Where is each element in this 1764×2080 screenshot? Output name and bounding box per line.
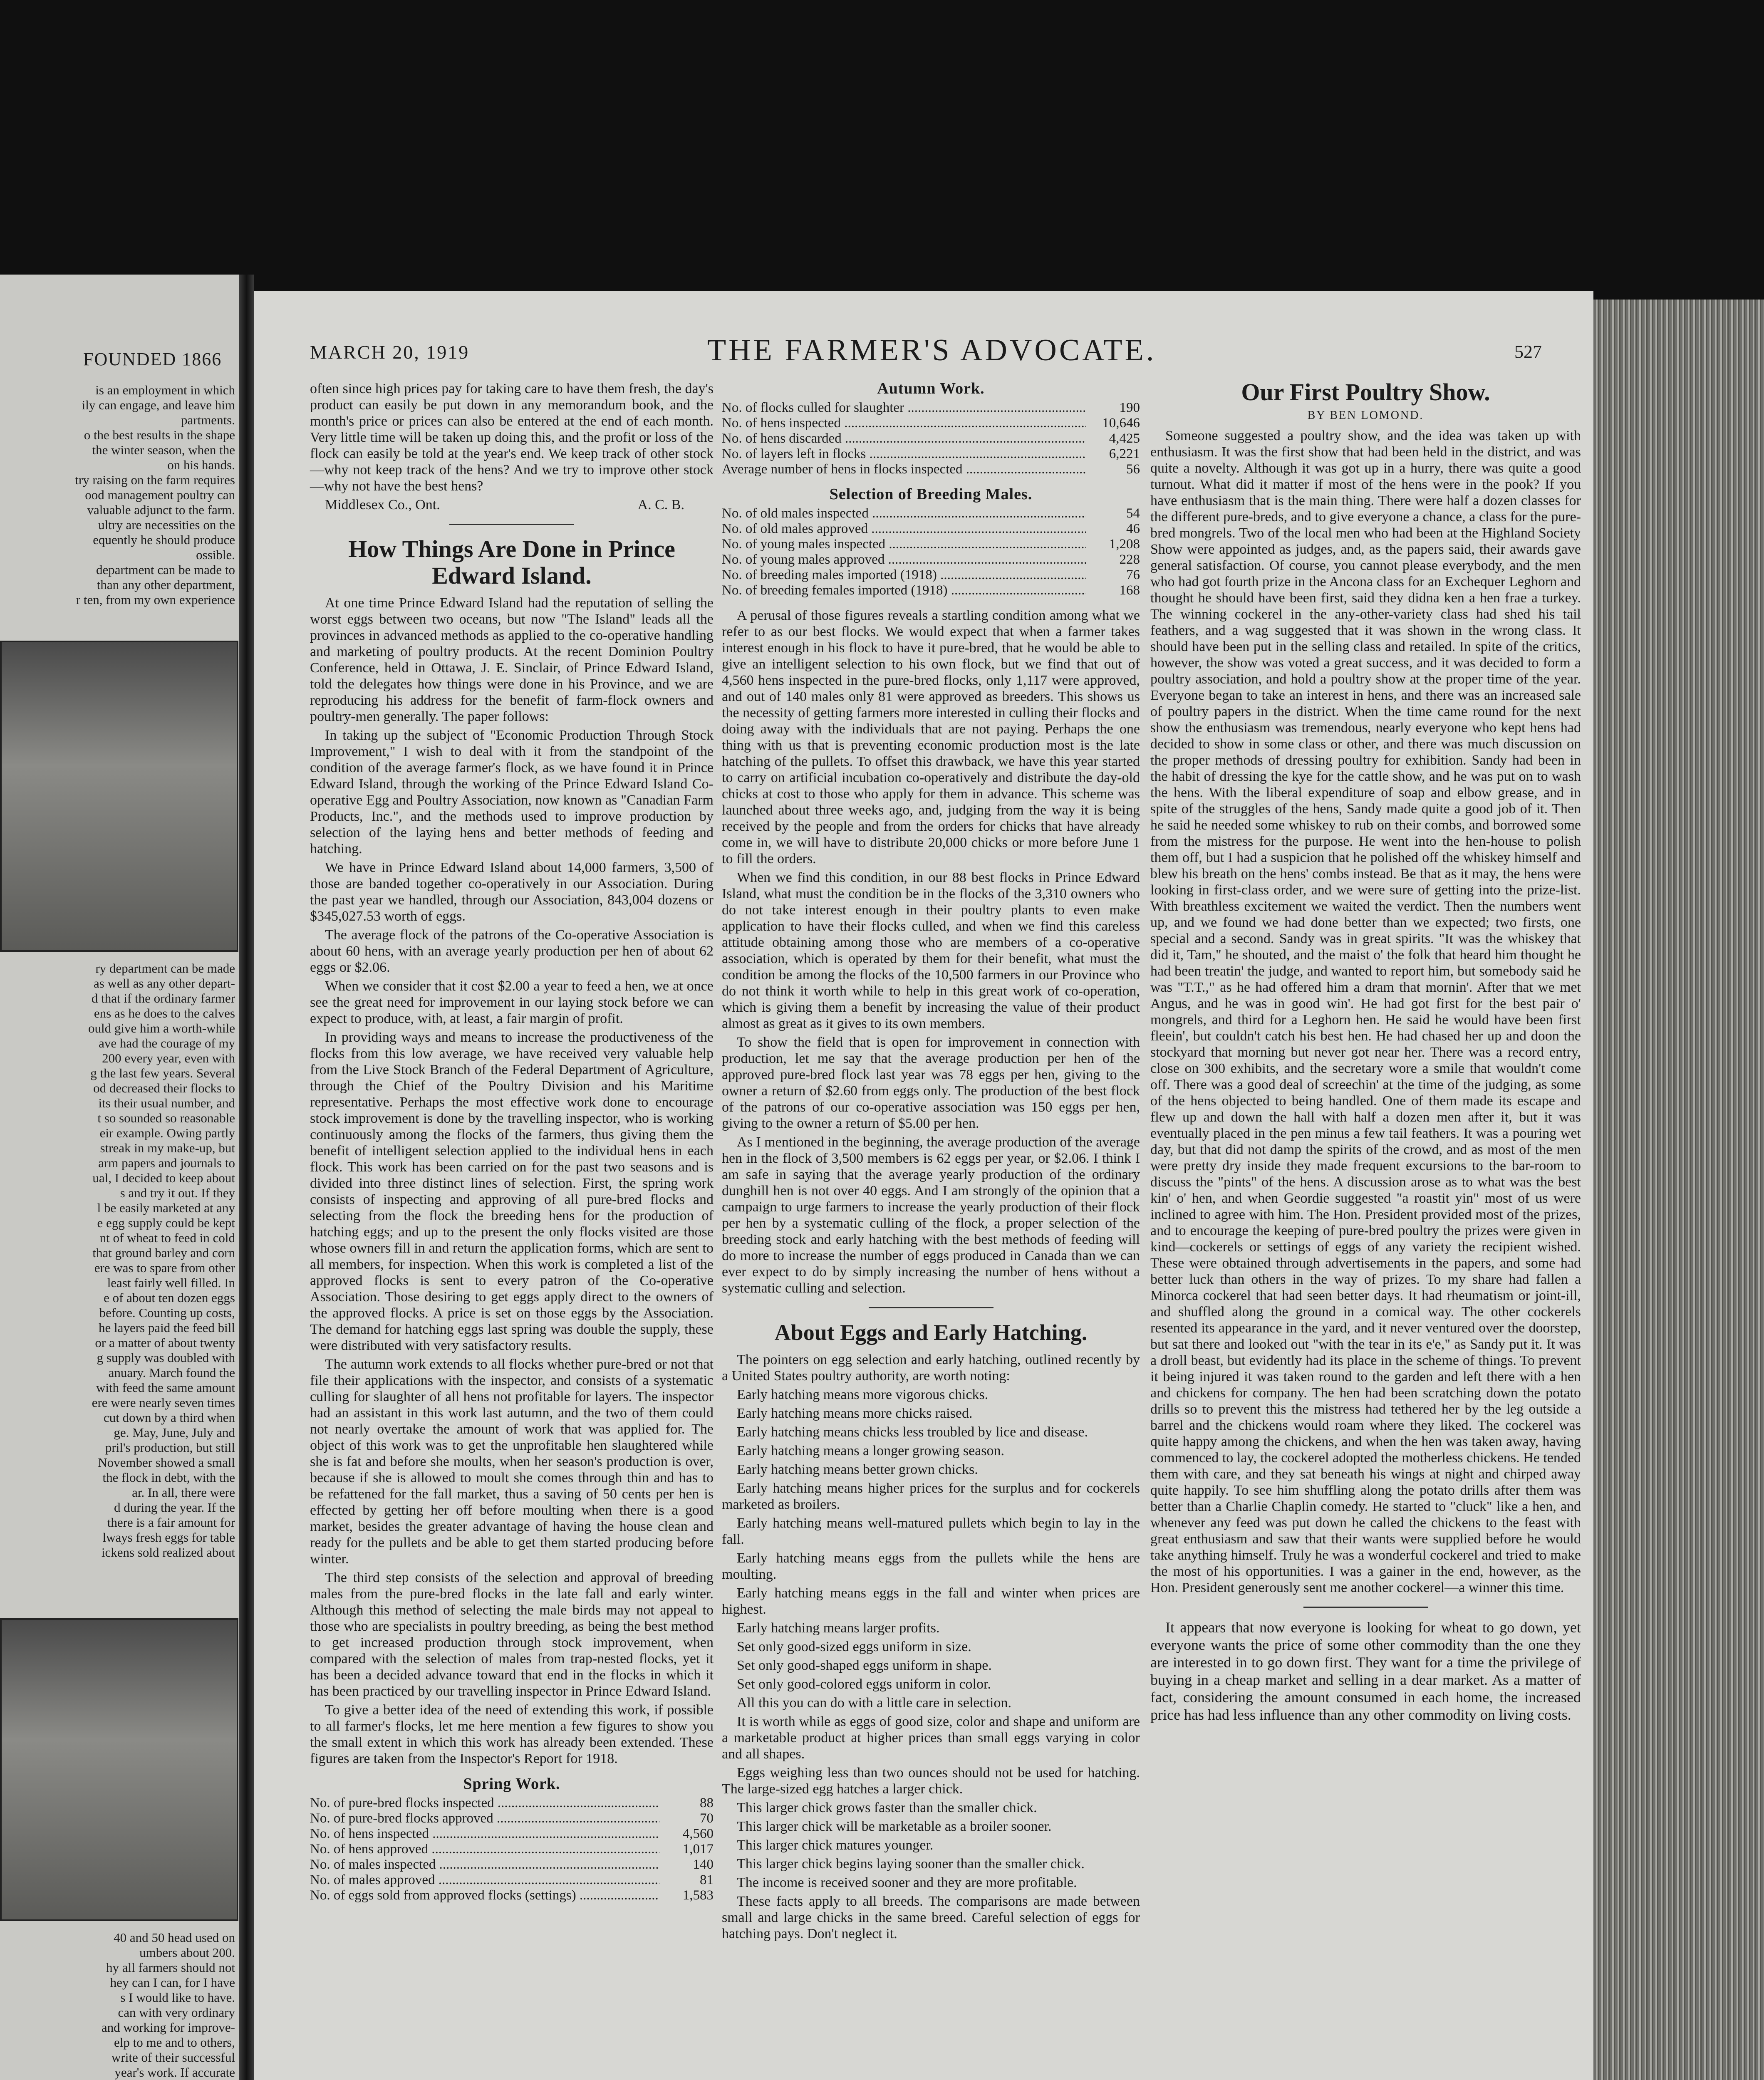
left-page-line: o the best results in the shape [84,428,235,442]
left-page-line: ar. In all, there were [132,1485,235,1500]
letter-initials: A. C. B. [637,497,684,513]
pointer-line: These facts apply to all breeds. The comparisons are made between small and large chicks in the same breed. Careful selection of eggs for hatching pays. Don't neglect it. [722,1894,1140,1941]
paragraph: When we consider that it cost $2.00 a year to feed a hen, we at once see the great need for improvement in our laying stock before we can expect to produce, with, at least, a fair margin of profit. [310,978,714,1026]
stat-row [722,552,1140,567]
left-page-line: ood management poultry can [85,488,235,502]
pointer-line: The income is received sooner and they are more profitable. [737,1875,1077,1890]
left-page-line: least fairly well filled. In [107,1275,235,1290]
page-edges [1593,300,1764,2080]
autumn-work-heading: Autumn Work. [877,380,985,397]
stat-row [722,400,1140,416]
stat-row [722,583,1140,598]
stat-value: 4,425 [1109,431,1140,446]
left-page-line: with feed the same amount [96,1380,235,1395]
left-page-line: ry department can be made [95,961,235,976]
stat-label: No. of pure-bred flocks approved ..... [310,1811,659,1826]
pointer-line: Early hatching means more vigorous chicks. [737,1387,989,1402]
divider-rule [449,524,574,525]
stat-label: Average number of hens in flocks inspected ..... [722,462,1086,477]
paragraph: The third step consists of the selection and approval of breeding males from the pure-bred flocks in the late fall and early winter. Although this method of selecting the male birds may not appeal to those who are specialists in poultry breeding, as being the best method to get increased production through stock improvement, when compared with the selection of males from trap-nested flocks, yet it has been a decided advance toward that end in the flocks in which it has been practiced by our travelling inspector in Prince Edward Island. [310,1570,714,1699]
closing-paragraph: It appears that now everyone is looking for wheat to go down, yet everyone wants the price of some other commodity than the one they are interested in to go down first. They want for a time the privilege of buying in a cheap market and selling in a dear market. As a matter of fact, considering the amount consumed in each home, the increased price has had less influence than any other commodity on living costs. [1150,1619,1581,1723]
issue-date: MARCH 20, 1919 [310,342,470,363]
stat-label: No. of hens inspected ..... [310,1826,659,1841]
left-page-line: ge. May, June, July and [114,1425,235,1440]
left-page-line: t so sounded so reasonable [97,1111,235,1125]
stat-row [310,1857,714,1872]
left-page-text-middle [0,961,235,1560]
left-page-line: umbers about 200. [139,1945,235,1960]
left-page-line: g supply was doubled with [97,1350,235,1365]
stat-value: 76 [1126,567,1140,582]
left-page-line: cut down by a third when [104,1410,235,1425]
stat-value: 228 [1119,552,1140,567]
left-page-line: before. Counting up costs, [99,1305,235,1320]
left-page-line: hy all farmers should not [106,1960,235,1975]
pointer-line: Early hatching means eggs in the fall and winter when prices are highest. [722,1585,1140,1617]
paragraph: At one time Prince Edward Island had the reputation of selling the worst eggs between two oceans, but now "The Island" leads all the provinces in advanced methods as applied to the co-operative handling and marketing of poultry products. At the recent Dominion Poultry Conference, held in Ottawa, J. E. Sinclair, of Prince Edward Island, told the delegates how things were done in his Province, and we are reproducing his address for the benefit of farm-flock owners and poultry-men generally. The paper follows: [310,595,714,724]
column-3 [1150,376,1581,1726]
article-byline: BY BEN LOMOND. [1307,409,1424,422]
left-page-line: write of their successful [111,2050,235,2065]
left-page-line: department can be made to [96,562,235,577]
left-page-line: on his hands. [167,458,235,472]
left-page-line: pril's production, but still [105,1440,235,1455]
left-page-line: try raising on the farm requires [75,473,235,487]
stat-value: 140 [693,1857,714,1872]
left-page-line: 200 every year, even with [102,1051,235,1065]
left-page-line: anuary. March found the [108,1365,235,1380]
stat-label: No. of breeding females imported (1918) ..... [722,583,1086,598]
paragraph: When we find this condition, in our 88 best flocks in Prince Edward Island, what must the condition be in the flocks of the 3,310 owners who do not take interest enough in their poultry plants to even make application to have their flocks culled, and when we find this careless attitude obtaining among those who are members of a co-operative association, which is operated by them for their benefit, what must the condition be among the flocks of the 10,500 farmers in our Province who do not think it worth while to help in this great work of co-operation, which is giving them a benefit by increasing the value of their product almost as great as it gives to its own members. [722,870,1140,1031]
paragraph: The average flock of the patrons of the Co-operative Association is about 60 hens, with an average yearly production per hen of about 62 eggs or $2.06. [310,927,714,975]
paragraph: To show the field that is open for improvement in connection with production, let me say that the average production per hen of the approved pure-bred flock last year was 78 eggs per hen, giving to the owner a return of $2.60 from eggs only. The production of the best flock of the patrons of our co-operative association was 150 eggs per hen, giving to the owner a return of $5.00 per hen. [722,1035,1140,1131]
stat-row [310,1811,714,1826]
chickens-photo [0,1618,238,1921]
stat-row [722,521,1140,537]
article-title-eggs: About Eggs and Early Hatching. [774,1320,1088,1345]
column-1 [310,381,714,1903]
breeding-males-heading: Selection of Breeding Males. [829,485,1033,503]
stat-value: 190 [1119,400,1140,415]
pointer-line: Set only good-colored eggs uniform in color. [737,1676,991,1692]
stat-label: No. of males inspected ..... [310,1857,659,1872]
pointer-line: It is worth while as eggs of good size, color and shape and uniform are a marketable product at higher prices than small eggs varying in color and all shapes. [722,1714,1140,1762]
article-title-poultry-show: Our First Poultry Show. [1241,379,1490,406]
left-page-line: ave had the courage of my [99,1036,235,1050]
stat-value: 81 [700,1872,714,1887]
left-page-line: elp to me and to others, [114,2035,235,2050]
left-page-line: valuable adjunct to the farm. [87,503,235,517]
left-page-line: l be easily marketed at any [97,1201,235,1215]
left-page-line: he layers paid the feed bill [99,1320,235,1335]
letter-place: Middlesex Co., Ont. [325,497,440,513]
pointer-line: Set only good-sized eggs uniform in size. [737,1639,971,1654]
spring-work-heading: Spring Work. [463,1775,560,1793]
stat-label: No. of young males approved ..... [722,552,1086,567]
pointer-line: Early hatching means more chicks raised. [737,1406,973,1421]
stat-value: 1,208 [1109,537,1140,552]
left-page-line: r ten, from my own experience [76,592,235,607]
stat-label: No. of young males inspected ..... [722,537,1086,552]
left-page-line: partments. [181,413,235,427]
stat-label: No. of old males approved ..... [722,521,1086,536]
eggs-pointers-list [722,1387,1140,1942]
stat-value: 6,221 [1109,446,1140,461]
stat-value: 54 [1126,506,1140,521]
left-page-text-top [0,383,235,607]
stat-value: 56 [1126,462,1140,477]
pointer-line: Early hatching means better grown chicks. [737,1462,978,1477]
pointer-line: Early hatching means eggs from the pullets while the hens are moulting. [722,1550,1140,1582]
ducks-photo [0,641,238,952]
left-page-line: year's work. If accurate [114,2065,235,2080]
stat-row [722,537,1140,552]
left-page-line: g the last few years. Several [90,1066,235,1080]
left-page-line: d during the year. If the [114,1500,235,1515]
paragraph: Someone suggested a poultry show, and the idea was taken up with enthusiasm. It was the first show that had been held in the district, and was quite a novelty. Although it was got up in a hurry, there was quite a good turnout. What did it matter if most of the hens were in the pook? If you have enthusiasm that is the main thing. There were half a dozen classes for the different pure-breds, and to give everyone a chance, a class for the pure-bred mongrels. Two of the local men who had been at the Highland Society Show were appointed as judges, and, as the papers said, their awards gave general satisfaction. Of course, you cannot please everybody, and the men who had got fourth prize in the Ancona class for an Exchequer Leghorn and thought he should have been first, said they didna ken a hen frae a turkey. The winning cockerel in the any-other-variety class had shed his tail feathers, and a wag suggested that it was shown in the wrong class. It should have been put in the selling class and retailed. In spite of the critics, however, the show was voted a great success, and it was decided to form a poultry association, and hold a poultry show at the proper time of the year. Everyone began to take an interest in hens, and there was an increased sale of poultry papers in the district. When the time came round for the next show the enthusiasm was tremendous, nearly everyone who kept hens had decided to show in some class or other, and there was much discussion on the proper methods of dressing poultry for exhibition. Sandy had been in the habit of dressing the kye for the cattle show, and he was put on to wash the hens. With the liberal expenditure of soap and elbow grease, and in spite of the struggles of the hens, Sandy made quite a good job of it. Then he said he needed some whiskey to rub on their combs, and borrowed some from the mistress for the purpose. He went into the hen-house to polish them off, but I had a suspicion that he polished off the whiskey himself and blew his breath on the hens' combs instead. Be that as it may, the hens were looking in first-class order, and we were sure of getting into the prize-list. With breathless excitement we waited the verdict. Then the numbers went up, and we found we had done better than we expected; two firsts, one special and a second. Sandy was in great spirits. "It was the whiskey that did it, Tam," he shouted, and the maist o' the folk that heard him thought he had been treatin' the judge, and wanted to report him, but somebody said he was "T.T.," as he had offered him a dram that mornin'. After that we met Angus, and he was in good win'. He had got first for the best pair o' mongrels, and third for a Leghorn hen. He said he would have been first fleein', but couldn't catch his best hen. He had chased her up and doon the stockyard that morning but never got near her. There was a record entry, close on 300 exhibits, and the secretary wore a smile that wouldn't come off. There was a good deal of screechin' at the time of the judging, as some of the hens objected to being handled. One of them made its escape and flew up and down the hall with half a dozen men after it, but it was eventually placed in the pen minus a few tail feathers. It was a pouring wet day, but that did not damp the spirits of the crowd, and as most of the men were pretty dry inside they made frequent excursions to the bar-room to discuss the "pints" of the hens. A discussion arose as to what was the best kin' o' hen, and when Geordie suggested "a roastit yin" most of us were inclined to agree with him. The Hon. President provided most of the prizes, and to encourage the keeping of pure-bred poultry the prizes were given in kind—cockerels or settings of eggs of any variety the recipient wished. These were obtained through advertisements in the papers, and some had better luck than others in the way of prizes. To my share had fallen a Minorca cockerel that had seen better days. It had rheumatism or joint-ill, and shuffled along the ground in a comical way. The other cockerels resented its appearance in the yard, and it never ventured over the doorstep, but sat there and looked out "with the tear in its e'e," as Sandy put it. It was a droll beast, but evidently had its place in the scheme of things. To prevent it being injured it was taken round to the garden and left there with a hen and chickens for company. The hen had been scratching down the potato drills so to prevent this the mistress had tethered her by the leg outside a barrel and the chickens would roam where they liked. The cockerel was quite happy among the chickens, and when the hen was taken away, having commenced to lay, the cockerel adopted the motherless chickens. He tended them with care, and they sat beneath his wings at night and chirped away quite happily. To see him shuffling along the potato drills after them was better than a Charlie Chaplin comedy. He started to "cluck" like a hen, and whenever any feed was put down he called the chickens to the feast with great enthusiasm and saw that their wants were supplied before he would take anything himself. Truly he was a wonderful cockerel and tried to make the most of his opportunities. I was a gainer in the end, however, as the Hon. President generously sent me another cockerel—a winner this time. [1150,428,1581,1595]
paragraph: As I mentioned in the beginning, the average production of the average hen in the flock of 3,500 members is 62 eggs per year, or $2.06. I think I am safe in saying that the average yearly production of the ordinary dunghill hen is not over 40 eggs. And I am strongly of the opinion that a campaign to urge farmers to increase the yearly production of their flock per hen by a systematic culling of the flock, a proper selection of the breeding stock and early hatching with the best methods of feeding will do more to increase the number of eggs produced in Canada than we can ever expect to do by simply increasing the number of hens without a systematic culling and selection. [722,1134,1140,1296]
left-page-line: ere were nearly seven times [92,1395,235,1410]
pei-article-body [310,595,714,1767]
left-page-line: ultry are necessities on the [98,518,235,532]
left-page-line: e egg supply could be kept [97,1216,235,1230]
stat-row [310,1842,714,1857]
left-page-line: equently he should produce [93,532,235,547]
left-page-line: eir example. Owing partly [99,1126,235,1140]
book-gutter [239,275,254,2080]
pointer-line: This larger chick matures younger. [737,1837,934,1853]
stat-row [310,1826,714,1842]
left-page-line: ily can engage, and leave him [82,398,235,412]
stat-label: No. of layers left in flocks ..... [722,446,1086,461]
page-number: 527 [1514,342,1542,362]
stat-label: No. of hens discarded ..... [722,431,1086,446]
stat-label: No. of old males inspected ..... [722,506,1086,521]
stat-row [310,1872,714,1888]
letter-conclusion: often since high prices pay for taking care to have them fresh, the day's product can easily be put down in any memorandum book, and the month's price or prices can also be entered at the end of each month. Very little time will be taken up doing this, and the profit or loss of the flock can easily be told at the year's end. We keep track of other stock—why not keep track of the hens? And we try to improve other stock—why not have the best hens? [310,381,714,494]
stat-row [722,567,1140,583]
left-page-line: streak in my make-up, but [100,1141,235,1155]
masthead-title: THE FARMER'S ADVOCATE. [707,333,1157,367]
autumn-work-table [722,400,1140,477]
left-page-line: ickens sold realized about [101,1545,235,1560]
stat-row [722,431,1140,446]
breeding-males-table [722,506,1140,598]
paragraph: We have in Prince Edward Island about 14,000 farmers, 3,500 of those are banded together co-operatively in our Association. During the past year we handled, through our Association, 843,004 dozens or $345,027.53 worth of eggs. [310,860,714,924]
paragraph: To give a better idea of the need of extending this work, if possible to all farmer's flocks, let me here mention a few figures to show you the small extent in which this work has already been extended. These figures are taken from the Inspector's Report for 1918. [310,1702,714,1766]
stat-label: No. of eggs sold from approved flocks (settings) ..... [310,1888,659,1903]
stat-row [722,416,1140,431]
article-title-pei: How Things Are Done in Prince Edward Island. [348,535,675,589]
left-page-line: its their usual number, and [98,1096,235,1110]
stat-label: No. of flocks culled for slaughter ..... [722,400,1086,415]
stat-value: 1,583 [682,1888,714,1903]
pointer-line: Early hatching means a longer growing season. [737,1443,1004,1458]
left-page-line: s I would like to have. [120,1990,235,2005]
pointer-line: Early hatching means higher prices for the surplus and for cockerels marketed as broilers. [722,1481,1140,1512]
left-page-line: that ground barley and corn [92,1246,235,1260]
stat-row [310,1795,714,1811]
letter-signature [310,497,714,513]
left-page-line: 40 and 50 head used on [114,1930,235,1945]
stat-label: No. of hens approved ..... [310,1842,659,1857]
left-page-line: arm papers and journals to [98,1156,235,1170]
stat-label: No. of males approved ..... [310,1872,659,1887]
left-page-line: ossible. [196,547,235,562]
left-page-line: od decreased their flocks to [93,1081,235,1095]
pointer-line: Early hatching means chicks less troubled by lice and disease. [737,1424,1088,1440]
left-page-line: nt of wheat to feed in cold [99,1231,235,1245]
left-page-line: ould give him a worth-while [88,1021,235,1035]
left-page-text-bottom [0,1930,235,2080]
stat-row [722,506,1140,521]
paragraph: The autumn work extends to all flocks whether pure-bred or not that file their applications with the inspector, and consists of a systematic culling for slaughter of all hens not profitable for layers. The inspector had an assistant in this work last autumn, and the two of them could not nearly overtake the amount of work that was applied for. The object of this work was to get the unprofitable hen slaughtered while she is fat and before she moults, when her season's production is over, because if she is allowed to moult she comes through thin and has to be refattened for the fall market, thus a saving of 50 cents per hen is effected by getting her off before moulting when there is a good market, besides the greater advantage of having the house clean and ready for the pullets and be able to get them started producing before winter. [310,1357,714,1567]
stat-value: 88 [700,1795,714,1810]
stat-value: 46 [1126,521,1140,536]
stat-value: 1,017 [682,1842,714,1857]
left-page-line: can with very ordinary [118,2005,235,2020]
left-page-line: the winter season, when the [92,443,235,457]
left-page-line: e of about ten dozen eggs [104,1290,235,1305]
left-page-line: as well as any other depart- [93,976,235,990]
pointer-line: Early hatching means larger profits. [737,1620,940,1636]
stat-label: No. of pure-bred flocks inspected ..... [310,1795,659,1810]
stat-row [722,446,1140,462]
left-page-line: ere was to spare from other [94,1260,235,1275]
left-page-line: than any other department, [97,577,235,592]
poultry-show-body [1150,428,1581,1596]
pei-article-continued [722,607,1140,1296]
left-page-line: ual, I decided to keep about [92,1171,235,1185]
pointer-line: This larger chick begins laying sooner than the smaller chick. [737,1856,1085,1872]
left-page-line: d that if the ordinary farmer [91,991,235,1005]
left-page-line: s and try it out. If they [120,1186,235,1200]
stat-label: No. of hens inspected ..... [722,416,1086,431]
left-page-line: lways fresh eggs for table [102,1530,235,1545]
column-2 [722,381,1140,1944]
paragraph: In taking up the subject of "Economic Production Through Stock Improvement," I wish to deal with it from the standpoint of the condition of the average farmer's flock, as we have found it in Prince Edward Island, through the working of the Prince Edward Island Co-operative Egg and Poultry Association, now known as "Canadian Farm Products, Inc.", and the methods used to improve production by selection of the laying hens and better methods of feeding and hatching. [310,728,714,857]
left-page-line: is an employment in which [95,383,235,397]
stat-value: 70 [700,1811,714,1826]
stat-row [310,1888,714,1903]
pointer-line: Early hatching means well-matured pullets which begin to lay in the fall. [722,1515,1140,1547]
left-page-line: the flock in debt, with the [102,1470,235,1485]
left-page-line: and working for improve- [101,2020,235,2035]
pointer-line: Eggs weighing less than two ounces should not be used for hatching. The large-sized egg hatches a larger chick. [722,1765,1140,1797]
stat-value: 10,646 [1102,416,1140,431]
left-page-line: November showed a small [98,1455,235,1470]
pointer-line: Set only good-shaped eggs uniform in shape. [737,1658,992,1673]
pointer-line: This larger chick grows faster than the smaller chick. [737,1800,1037,1815]
spring-work-table [310,1795,714,1903]
stat-value: 168 [1119,583,1140,598]
left-page-line: there is a fair amount for [107,1515,235,1530]
left-page-line: or a matter of about twenty [95,1335,235,1350]
stat-label: No. of breeding males imported (1918) ..... [722,567,1086,582]
divider-rule [1303,1607,1428,1608]
pointer-line: All this you can do with a little care in selection. [737,1695,1011,1711]
left-page-line: ens as he does to the calves [94,1006,235,1020]
stat-value: 4,560 [682,1826,714,1841]
eggs-intro: The pointers on egg selection and early hatching, outlined recently by a United States poultry authority, are worth noting: [722,1352,1140,1384]
paragraph: A perusal of those figures reveals a startling condition among what we refer to as our best flocks. We would expect that when a farmer takes interest enough in his flock to have it pure-bred, that he would be able to give an intelligent selection to his own flock, but we find that out of 4,560 hens inspected in the pure-bred flocks, only 1,117 were approved, and out of 140 males only 81 were approved as breeders. This shows us the necessity of getting farmers more interested in culling their flocks and doing away with the individuals that are not paying. Perhaps the one thing with us that is preventing economic production most is the late hatching of the pullets. To offset this drawback, we have this year started to carry on artificial incubation co-operatively and distribute the day-old chicks at cost to those who apply for them in advance. This scheme was launched about three weeks ago, and, judging from the way it is being received by the people and from the orders for chicks that have already come in, we will have to distribute 20,000 chicks or more before June 1 to fill the orders. [722,608,1140,867]
paragraph: In providing ways and means to increase the productiveness of the flocks from this low average, we have received very valuable help from the Live Stock Branch of the Federal Department of Agriculture, through the Chief of the Poultry Division and his Maritime representative. Perhaps the most effective work done to encourage stock improvement is done by the travelling inspector, who is working continuously among the flocks of the farmers, thus giving them the benefit of intelligent selection applied to the individual hens in each flock. This work has been carried on for the past two seasons and is divided into three distinct lines of selection. First, the spring work consists of inspecting and approving of all pure-bred flocks and selecting from the flock the breeding hens for the production of hatching eggs; and up to the present the only flocks visited are those whose owners fill in and return the application forms, which are sent to all members, for inspection. When this work is completed a list of the approved flocks is sent to every patron of the Co-operative Association. Those desiring to get eggs apply direct to the owners of the approved flocks. A price is set on those eggs by the Association. The demand for hatching eggs last spring was double the supply, these were distributed with very satisfactory results. [310,1030,714,1353]
divider-rule [869,1307,993,1308]
left-page-header: FOUNDED 1866 [83,349,222,369]
left-page-line: hey can I can, for I have [110,1975,235,1990]
pointer-line: This larger chick will be marketable as a broiler sooner. [737,1819,1052,1834]
stat-row [722,462,1140,477]
